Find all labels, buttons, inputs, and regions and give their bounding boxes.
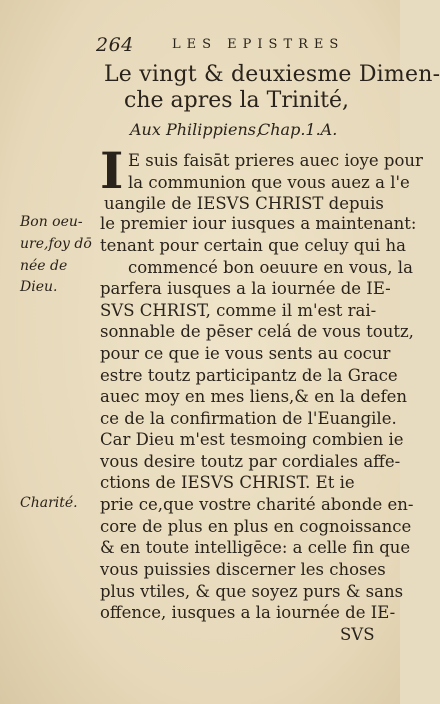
text-line: pour ce que ie vous sents au cocur [100,344,391,363]
text-line: core de plus en plus en cognoissance [100,517,412,536]
section-title-line-1: Le vingt & deuxiesme Dimen- [104,62,440,87]
text-line: E suis faisāt prieres auec ioye pour [128,151,423,170]
catchword: SVS [340,625,375,644]
drop-capital: I [100,141,124,200]
text-line: parfera iusques a la iournée de IE- [100,279,391,298]
text-line: la communion que vous auez a l'e [128,173,410,192]
marginal-note: ure,foy dō [20,236,92,252]
marginal-note: née de [20,258,68,274]
text-line: & en toute intelligēce: a celle fin que [100,538,411,557]
text-line: Car Dieu m'est tesmoing combien ie [100,430,404,449]
text-line: prie ce,que vostre charité abonde en- [100,495,414,514]
text-line: le premier iour iusques a maintenant: [100,214,417,233]
marginal-note-charite: Charité. [20,495,78,511]
text-line: tenant pour certain que celuy qui ha [100,236,406,255]
running-title: LES EPISTRES [172,37,345,52]
text-line: ce de la confirmation de l'Euangile. [100,409,397,428]
text-line: ctions de IESVS CHRIST. Et ie [100,473,355,492]
epistle-name: Aux Philippiens, [130,120,262,139]
text-line: SVS CHRIST, comme il m'est rai- [100,301,377,320]
section-title-line-2: che apres la Trinité, [124,88,349,113]
text-line: sonnable de pēser celá de vous toutz, [100,322,414,341]
text-line: commencé bon oeuure en vous, la [128,258,413,277]
text-line: plus vtiles, & que soyez purs & sans [100,582,404,601]
chapter-reference: Chap.1.A. [258,120,338,139]
text-line: offence, iusques a la iournée de IE- [100,603,396,622]
text-line: vous puissies discerner les choses [100,560,386,579]
text-line: vous desire toutz par cordiales affe- [100,452,401,471]
page-number: 264 [96,34,134,56]
text-line: estre toutz participantz de la Grace [100,366,398,385]
text-line: auec moy en mes liens,& en la defen [100,387,408,406]
marginal-note: Bon oeu- [20,214,83,230]
marginal-note: Dieu. [20,279,58,295]
text-line: uangile de IESVS CHRIST depuis [104,194,384,213]
